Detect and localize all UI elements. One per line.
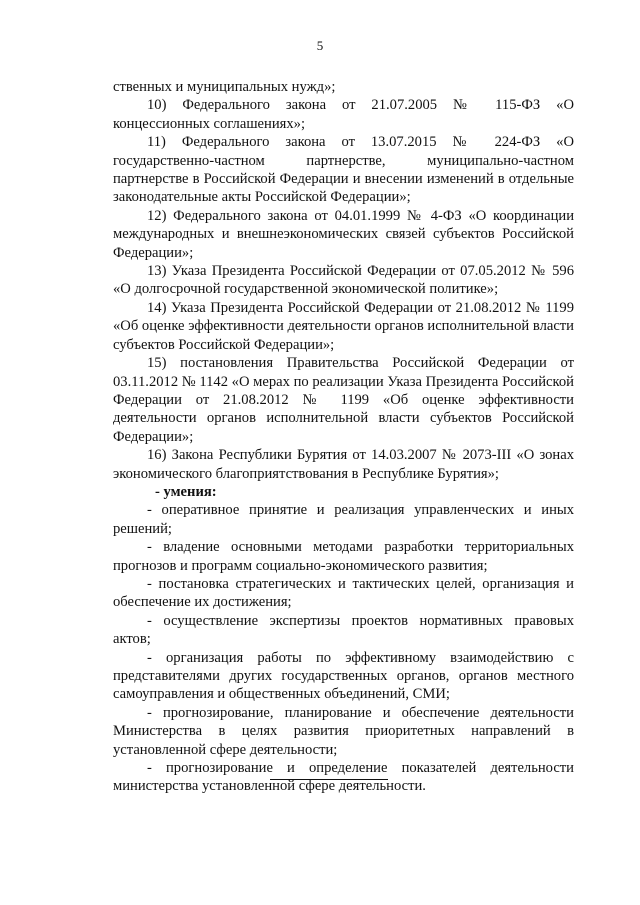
list-item: 12) Федерального закона от 04.01.1999 № 4-ФЗ «О координации международных и внешнеэкономических связей субъектов Российской Федерации»;: [113, 207, 574, 261]
skill-item: - оперативное принятие и реализация управленческих и иных решений;: [113, 502, 574, 537]
end-divider: [270, 779, 388, 780]
document-body: [113, 78, 574, 796]
skill-item: - владение основными методами разработки территориальных прогнозов и программ социально-экономического развития;: [113, 539, 574, 574]
skill-item: - прогнозирование, планирование и обеспечение деятельности Министерства в целях развития приоритетных направлений в установленной сфере деятельности;: [113, 704, 574, 758]
skills-heading: - умения:: [155, 483, 217, 500]
list-item: ственных и муниципальных нужд»;: [113, 79, 336, 95]
list-item: 10) Федерального закона от 21.07.2005 № 115-ФЗ «О концессионных соглашениях»;: [113, 97, 574, 132]
skill-item: - организация работы по эффективному взаимодействию с представителями других государственных органов, органов местного самоуправления и общественных объединений, СМИ;: [113, 649, 574, 703]
list-item: 13) Указа Президента Российской Федерации от 07.05.2012 № 596 «О долгосрочной государственной экономической политике»;: [113, 263, 574, 298]
skill-item: - осуществление экспертизы проектов нормативных правовых актов;: [113, 612, 574, 648]
skill-item: - прогнозирование и определение показателей деятельности министерства установленной сфере деятельности.: [113, 760, 574, 795]
list-item: 16) Закона Республики Бурятия от 14.03.2007 № 2073-III «О зонах экономического благоприятствования в Республике Бурятия»;: [113, 447, 574, 482]
page-number: 5: [316, 38, 324, 53]
list-item: 11) Федерального закона от 13.07.2015 № 224-ФЗ «О государственно-частном партнерстве, муниципально-частном партнерстве в Российской Федерации и внесении изменений в отдельные законодательные акты Российской Федерации»;: [113, 134, 574, 206]
list-item: 15) постановления Правительства Российской Федерации от 03.11.2012 № 1142 «О мерах по реализации Указа Президента Российской Федерации от 21.08.2012 № 1199 «Об оценке эффективности деятельности органов исполнительной власти субъектов Российской Федерации»;: [113, 355, 574, 445]
list-item: 14) Указа Президента Российской Федерации от 21.08.2012 № 1199 «Об оценке эффективности деятельности органов исполнительной власти субъектов Российской Федерации»;: [113, 299, 574, 353]
skill-item: - постановка стратегических и тактических целей, организация и обеспечение их достижения;: [113, 575, 574, 611]
